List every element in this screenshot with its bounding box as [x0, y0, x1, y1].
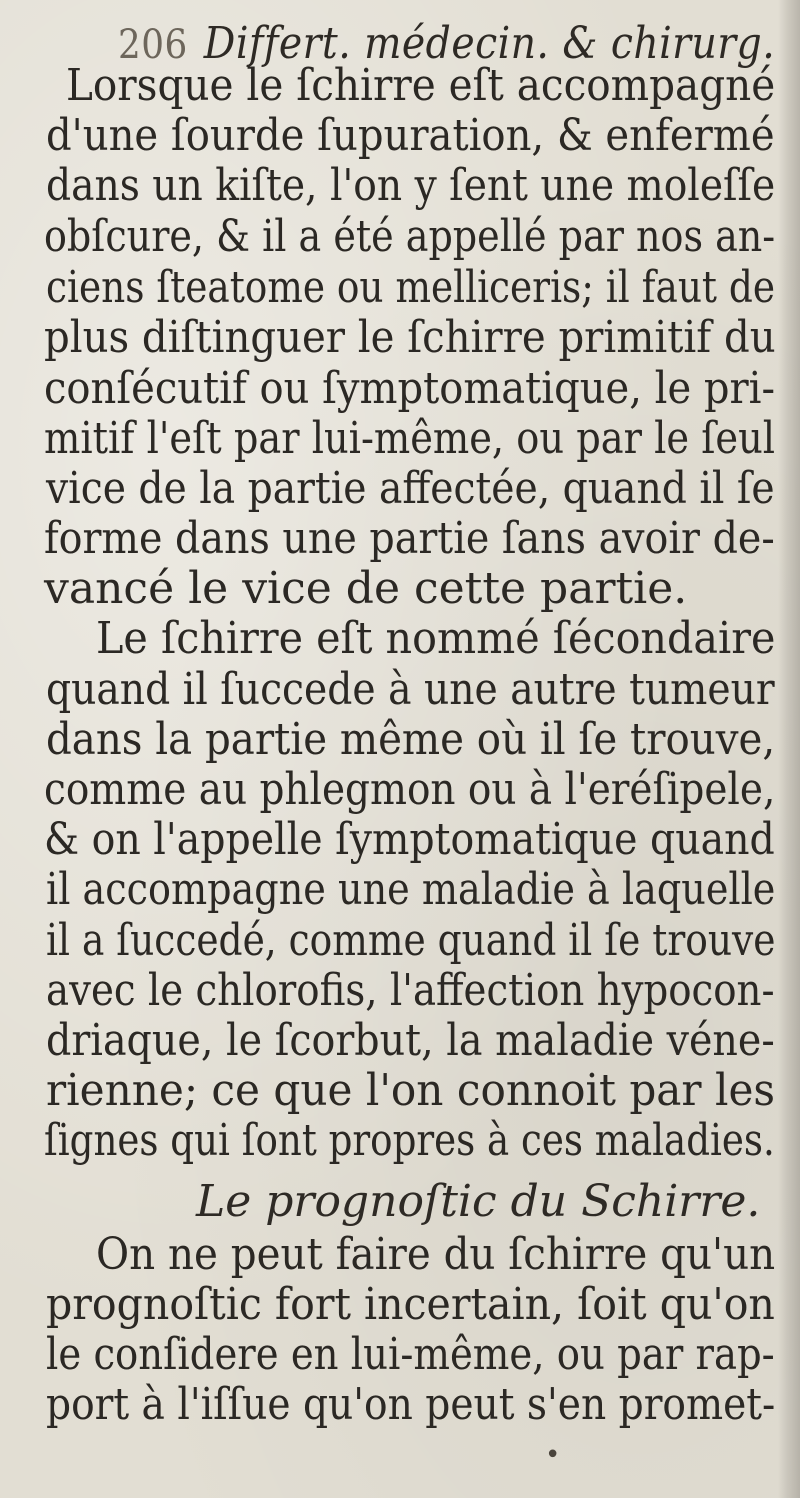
text-line: vice de la partie affectée, quand il ſe [46, 463, 775, 514]
text-line: On ne peut faire du ſchirre qu'un [96, 1229, 776, 1280]
catchword-mark: • [545, 1440, 561, 1470]
text-line: comme au phlegmon ou à l'eréſipele, [44, 764, 776, 815]
text-line: ciens ſteatome ou melliceris; il faut de [46, 262, 776, 313]
text-line: obſcure, & il a été appellé par nos an- [44, 211, 776, 262]
page-gutter-shadow [778, 0, 800, 1498]
text-line: forme dans une partie ſans avoir de- [44, 513, 775, 564]
text-line: quand il ſuccede à une autre tumeur [46, 664, 775, 715]
text-line: il accompagne une maladie à laquelle [46, 864, 776, 915]
text-line: il a ſuccedé, comme quand il ſe trouve [46, 915, 776, 966]
text-line: vancé le vice de cette partie. [44, 563, 688, 614]
text-line: port à l'iſſue qu'on peut s'en promet- [46, 1379, 776, 1430]
text-line: & on l'appelle ſymptomatique quand [44, 814, 775, 865]
text-line: rienne; ce que l'on connoit par les [46, 1065, 776, 1116]
text-line: d'une ſourde ſupuration, & enfermé [46, 110, 775, 161]
text-line: dans la partie même où il ſe trouve, [46, 714, 776, 765]
header-title: Differt. médecin. & chirurg. [203, 18, 776, 69]
text-line: Le ſchirre eſt nommé ſécondaire [96, 613, 776, 664]
page-number: 206 [118, 22, 188, 68]
text-line: le conſidere en lui-même, ou par rap- [46, 1329, 775, 1380]
text-line: ſignes qui ſont propres à ces maladies. [44, 1115, 775, 1166]
text-line: Lorsque le ſchirre eſt accompagné [66, 60, 776, 111]
text-line: dans un kiſte, l'on y ſent une moleſſe [46, 160, 776, 211]
text-line: prognoſtic fort incertain, ſoit qu'on [46, 1279, 775, 1330]
text-line: avec le chlorofis, l'affection hypocon- [46, 965, 775, 1016]
text-line: driaque, le ſcorbut, la maladie véne- [46, 1015, 775, 1066]
text-line: conſécutif ou ſymptomatique, le pri- [44, 363, 775, 414]
section-heading: Le prognoſtic du Schirre. [196, 1176, 761, 1227]
text-line: plus diſtinguer le ſchirre primitif du [44, 312, 776, 363]
text-line: mitif l'eſt par lui-même, ou par le ſeul [44, 413, 776, 464]
